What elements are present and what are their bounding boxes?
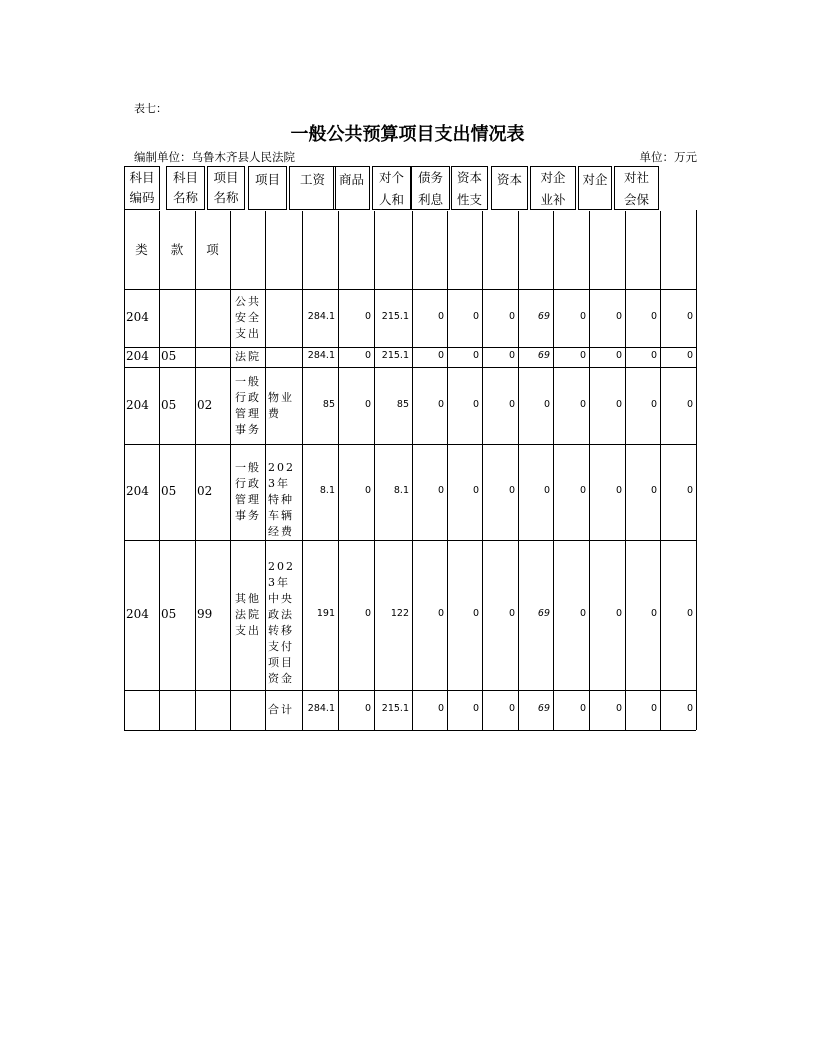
subject-name: 一般行政管理事务 (235, 374, 261, 436)
value-cell: 0 (579, 608, 586, 619)
header-cell-line: 对企 (540, 170, 566, 185)
header-cell-line: 科目 (129, 170, 155, 185)
header-cell-line: 项目 (254, 172, 280, 187)
value-cell: 0 (686, 485, 693, 496)
header-cell (166, 166, 205, 210)
value-cell: 0 (472, 485, 479, 496)
header-cell-line: 对个 (378, 170, 404, 185)
code-xiang: 02 (197, 397, 213, 412)
value-cell: 0 (364, 311, 371, 322)
value-cell: 0 (579, 485, 586, 496)
code-lei: 204 (126, 397, 149, 412)
value-cell: 0 (615, 703, 622, 714)
value-cell: 0 (615, 311, 622, 322)
value-cell: 0 (615, 350, 622, 361)
value-cell: 0 (472, 311, 479, 322)
value-cell: 284.1 (307, 311, 335, 322)
subject-name: 公共安全支出 (235, 295, 261, 340)
project-name: 合计 (268, 703, 294, 716)
header-cell (411, 166, 450, 210)
subject-name: 法院 (235, 350, 261, 363)
header-cell-line: 编码 (129, 190, 155, 205)
header-cell (578, 166, 612, 210)
header-cell-line: 名称 (213, 190, 239, 205)
grid-hline (124, 444, 696, 445)
value-cell: 284.1 (307, 350, 335, 361)
header-cell (614, 166, 659, 210)
header-cell-line: 资本 (496, 172, 522, 187)
value-cell: 8.1 (393, 485, 409, 496)
header-cell-line: 会保 (623, 192, 649, 207)
code-xiang: 99 (197, 607, 213, 621)
header-cell-line: 对社 (623, 170, 649, 185)
header-cell-line: 业补 (540, 192, 566, 207)
header-cell (207, 166, 245, 210)
code-kuan: 05 (161, 349, 177, 363)
org-label: 编制单位：乌鲁木齐县人民法院 (134, 150, 295, 164)
value-cell: 0 (364, 485, 371, 496)
code-kuan: 05 (161, 607, 177, 621)
header-cell (530, 166, 576, 210)
value-cell: 0 (615, 485, 622, 496)
subject-name: 一般行政管理事务 (235, 461, 261, 522)
value-cell: 0 (437, 398, 444, 410)
code-kuan: 05 (161, 484, 177, 498)
grid-hline (124, 367, 696, 368)
code-lei: 204 (126, 607, 149, 621)
code-lei: 204 (126, 349, 149, 363)
header-cell-line: 资本 (456, 170, 482, 185)
code-lei: 204 (126, 310, 149, 324)
value-cell: 0 (615, 608, 622, 619)
value-cell: 0 (543, 398, 550, 410)
grid-vline (124, 210, 125, 730)
header-cell (372, 166, 411, 210)
grid-hline (124, 730, 696, 731)
unit-label: 单位：万元 (639, 150, 697, 164)
value-cell: 0 (579, 703, 586, 714)
value-cell: 0 (508, 485, 515, 496)
value-cell: 0 (364, 350, 371, 361)
grid-hline (124, 540, 696, 541)
header-cell-line: 人和 (378, 192, 404, 207)
value-cell: 215.1 (381, 311, 409, 322)
header-cell (289, 166, 336, 210)
value-cell: 69 (537, 703, 550, 714)
header-cell-line: 对企 (582, 172, 608, 187)
value-cell: 0 (650, 703, 657, 714)
code-xiang: 02 (197, 484, 213, 498)
value-cell: 0 (437, 311, 444, 322)
value-cell: 85 (396, 398, 409, 410)
sub-header-2: 项 (206, 242, 219, 257)
value-cell: 8.1 (319, 485, 335, 496)
table-note: 表七： (134, 102, 167, 115)
value-cell: 0 (686, 311, 693, 322)
value-cell: 69 (537, 608, 550, 619)
value-cell: 0 (437, 608, 444, 619)
value-cell: 122 (390, 608, 409, 619)
project-name: 2023年特种车辆经费 (268, 461, 295, 538)
header-cell (248, 166, 287, 210)
project-name: 物业费 (268, 390, 294, 420)
header-cell-line: 利息 (417, 192, 443, 207)
value-cell: 0 (650, 485, 657, 496)
header-cell-line: 科目 (172, 170, 198, 185)
value-cell: 284.1 (307, 703, 335, 714)
value-cell: 0 (686, 608, 693, 619)
page-title: 一般公共预算项目支出情况表 (290, 124, 525, 145)
value-cell: 0 (686, 398, 693, 410)
value-cell: 0 (508, 398, 515, 410)
value-cell: 0 (686, 350, 693, 361)
sub-header-0: 类 (135, 242, 148, 257)
value-cell: 0 (437, 703, 444, 714)
value-cell: 0 (579, 350, 586, 361)
header-cell (451, 166, 488, 210)
code-kuan: 05 (161, 397, 177, 412)
value-cell: 0 (437, 350, 444, 361)
value-cell: 0 (686, 703, 693, 714)
header-cell-line: 性支 (456, 192, 482, 207)
subject-name: 其他法院支出 (235, 592, 261, 637)
value-cell: 0 (508, 311, 515, 322)
value-cell: 0 (364, 398, 371, 410)
value-cell: 0 (650, 398, 657, 410)
value-cell: 215.1 (381, 703, 409, 714)
header-cell-line: 债务 (417, 170, 443, 185)
value-cell: 0 (364, 703, 371, 714)
grid-hline (124, 347, 696, 348)
value-cell: 0 (508, 608, 515, 619)
header-cell-line: 名称 (172, 190, 198, 205)
header-cell (333, 166, 370, 210)
value-cell: 0 (472, 350, 479, 361)
value-cell: 0 (615, 398, 622, 410)
grid-vline (696, 210, 697, 730)
value-cell: 69 (537, 350, 550, 361)
value-cell: 0 (650, 350, 657, 361)
grid-hline (124, 289, 696, 290)
header-cell (124, 166, 160, 210)
value-cell: 191 (316, 608, 335, 619)
value-cell: 0 (472, 703, 479, 714)
value-cell: 0 (650, 311, 657, 322)
grid-hline (124, 690, 696, 691)
value-cell: 0 (650, 608, 657, 619)
value-cell: 0 (364, 608, 371, 619)
header-cell-line: 项目 (213, 170, 239, 185)
value-cell: 0 (579, 398, 586, 410)
value-cell: 85 (322, 398, 335, 410)
value-cell: 0 (508, 703, 515, 714)
value-cell: 0 (437, 485, 444, 496)
value-cell: 0 (543, 485, 550, 496)
header-cell (491, 166, 528, 210)
header-cell-line: 商品 (338, 172, 364, 187)
value-cell: 0 (472, 608, 479, 619)
code-lei: 204 (126, 484, 149, 498)
value-cell: 0 (472, 398, 479, 410)
header-cell-line: 工资 (299, 172, 325, 187)
project-name: 2023年中央政法转移支付项目资金 (268, 560, 295, 685)
value-cell: 215.1 (381, 350, 409, 361)
value-cell: 0 (508, 350, 515, 361)
value-cell: 69 (537, 311, 550, 322)
sub-header-1: 款 (170, 242, 184, 257)
value-cell: 0 (579, 311, 586, 322)
